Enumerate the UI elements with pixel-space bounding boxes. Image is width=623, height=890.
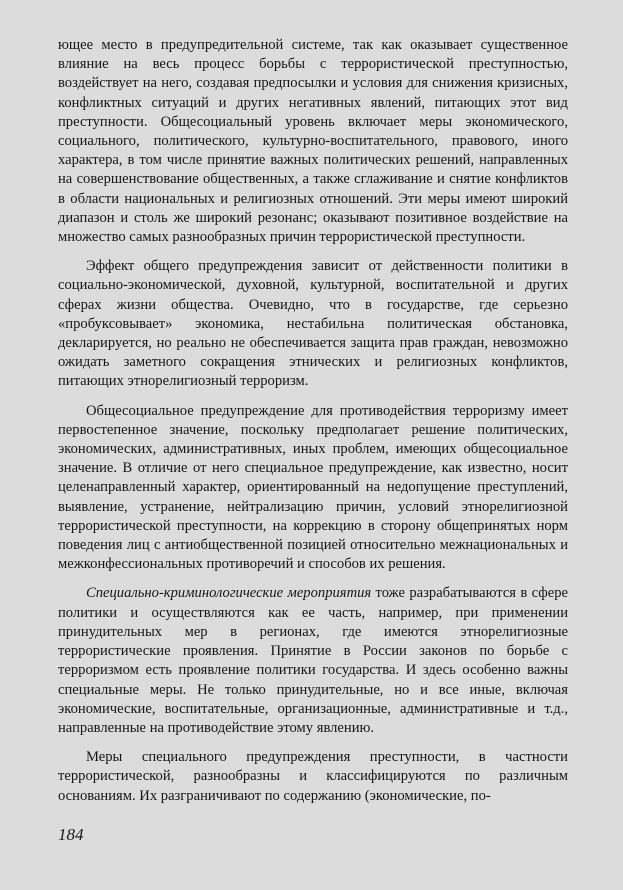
- paragraph-4-text: тоже разрабатываются в сфере политики и осуществляются как ее часть, например, при применении принудительных мер в регионах, где имеются этнорелигиозные террористические проявления. Принятие в России законов по борьбе с терроризмом есть проявление политики государства. И здесь особенно важны специальные меры. Не только принудительные, но и все иные, включая экономические, воспитательные, организационные, административные и т.д., направленные на противодействие этому явлению.: [58, 585, 568, 736]
- paragraph-4-italic-term: Специально-криминологические мероприятия: [86, 585, 372, 602]
- paragraph-2: [58, 257, 568, 391]
- page-number: 184: [58, 825, 84, 844]
- paragraph-1-text: ющее место в предупредительной системе, так как оказывает существенное влияние на весь процесс борьбы с террористической преступностью, воздействует на него, создавая предпосылки и условия для снижения кризисных, конфликтных ситуаций и других негативных явлений, питающих этот вид преступности. Общесоциальный уровень включает меры экономического, социального, политического, культурно-воспитательного, правового, иного характера, в том числе принятие важных политических решений, направленных на совершенствование общественных, а также сглаживание и снятие конфликтов в области национальных и религиозных отношений. Эти меры имеют широкий диапазон и столь же широкий резонанс; оказывают позитивное воздействие на множество самых разнообразных причин террористической преступности.: [58, 37, 568, 246]
- paragraph-2-text: Эффект общего предупреждения зависит от действенности политики в социально-экономической, духовной, культурной, воспитательной и других сферах жизни общества. Очевидно, что в государстве, где серьезно «пробуксовывает» экономика, нестабильна политическая обстановка, декларируется, но реально не обеспечивается защита прав граждан, невозможно ожидать заметного сокращения этнических и религиозных конфликтов, питающих этнорелигиозный терроризм.: [58, 258, 568, 390]
- paragraph-3-text: Общесоциальное предупреждение для противодействия терроризму имеет первостепенное значение, поскольку предполагает решение политических, экономических, административных, иных проблем, имеющих общесоциальное значение. В отличие от него специальное предупреждение, как известно, носит целенаправленный характер, ориентированный на недопущение преступлений, выявление, устранение, нейтрализацию причин, условий этнорелигиозной террористической преступности, на коррекцию в сторону общепринятых норм поведения лиц с антиобщественной позицией относительно межнациональных и межконфессиональных противоречий и способов их решения.: [58, 402, 568, 573]
- paragraph-3: [58, 402, 568, 575]
- paragraph-4: [58, 584, 568, 738]
- text-column: [58, 36, 568, 816]
- paragraph-5: [58, 748, 568, 806]
- paragraph-1: [58, 36, 568, 247]
- paragraph-5-text: Меры специального предупреждения преступности, в частности террористической, разнообразны и классифицируются по различным основаниям. Их разграничивают по содержанию (экономические, по-: [58, 749, 568, 804]
